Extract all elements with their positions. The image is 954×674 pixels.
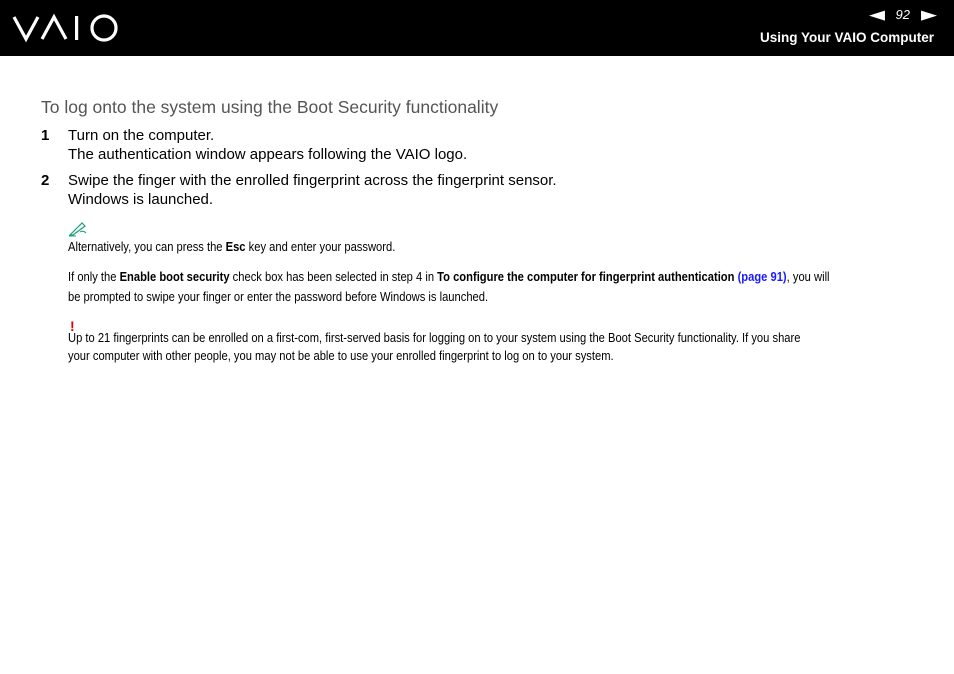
page-number: 92 <box>895 7 910 22</box>
note-text: be prompted to swipe your finger or enter the password before Windows is launched. <box>68 289 489 304</box>
note-text: Alternatively, you can press the <box>68 239 226 254</box>
step-result: Windows is launched. <box>68 191 214 208</box>
warning-text: your computer with other people, you may not be able to use your enrolled fingerprint to log on to your system. <box>68 348 614 363</box>
previous-page-arrow-icon[interactable]: ◀ <box>868 7 885 22</box>
step-number: 1 <box>41 127 50 144</box>
page-header <box>0 0 954 56</box>
procedure-heading: To log onto the system using the Boot Security functionality <box>41 97 499 117</box>
note-alternative <box>68 237 918 257</box>
step-instruction: Swipe the finger with the enrolled fingerprint across the fingerprint sensor. <box>68 172 557 189</box>
step-result: The authentication window appears following the VAIO logo. <box>68 146 468 163</box>
vaio-logo <box>12 13 122 48</box>
step-number: 2 <box>41 172 50 189</box>
step-instruction: Turn on the computer. <box>68 127 215 144</box>
note-text: If only the <box>68 269 120 284</box>
warning-text: Up to 21 fingerprints can be enrolled on a first-com, first-served basis for logging on to your system using the Boot Security functionality. If you share <box>68 330 801 345</box>
esc-key-label: Esc <box>225 239 246 254</box>
note-text: check box has been selected in step 4 in <box>229 269 438 284</box>
step-text <box>68 126 467 164</box>
warning-note <box>68 329 918 365</box>
section-title: Using Your VAIO Computer <box>759 30 934 45</box>
warning-icon: ! <box>70 318 75 334</box>
page-navigation <box>868 6 937 24</box>
next-page-arrow-icon[interactable]: ▶ <box>921 7 937 22</box>
option-name: Enable boot security <box>119 269 230 284</box>
step-text <box>68 171 557 209</box>
page-91-link[interactable]: (page 91) <box>737 269 787 284</box>
procedure-name: To configure the computer for fingerprint authentication <box>437 269 735 284</box>
note-text: , you will <box>786 269 830 284</box>
note-boot-security <box>68 267 918 307</box>
note-text: key and enter your password. <box>245 239 396 254</box>
